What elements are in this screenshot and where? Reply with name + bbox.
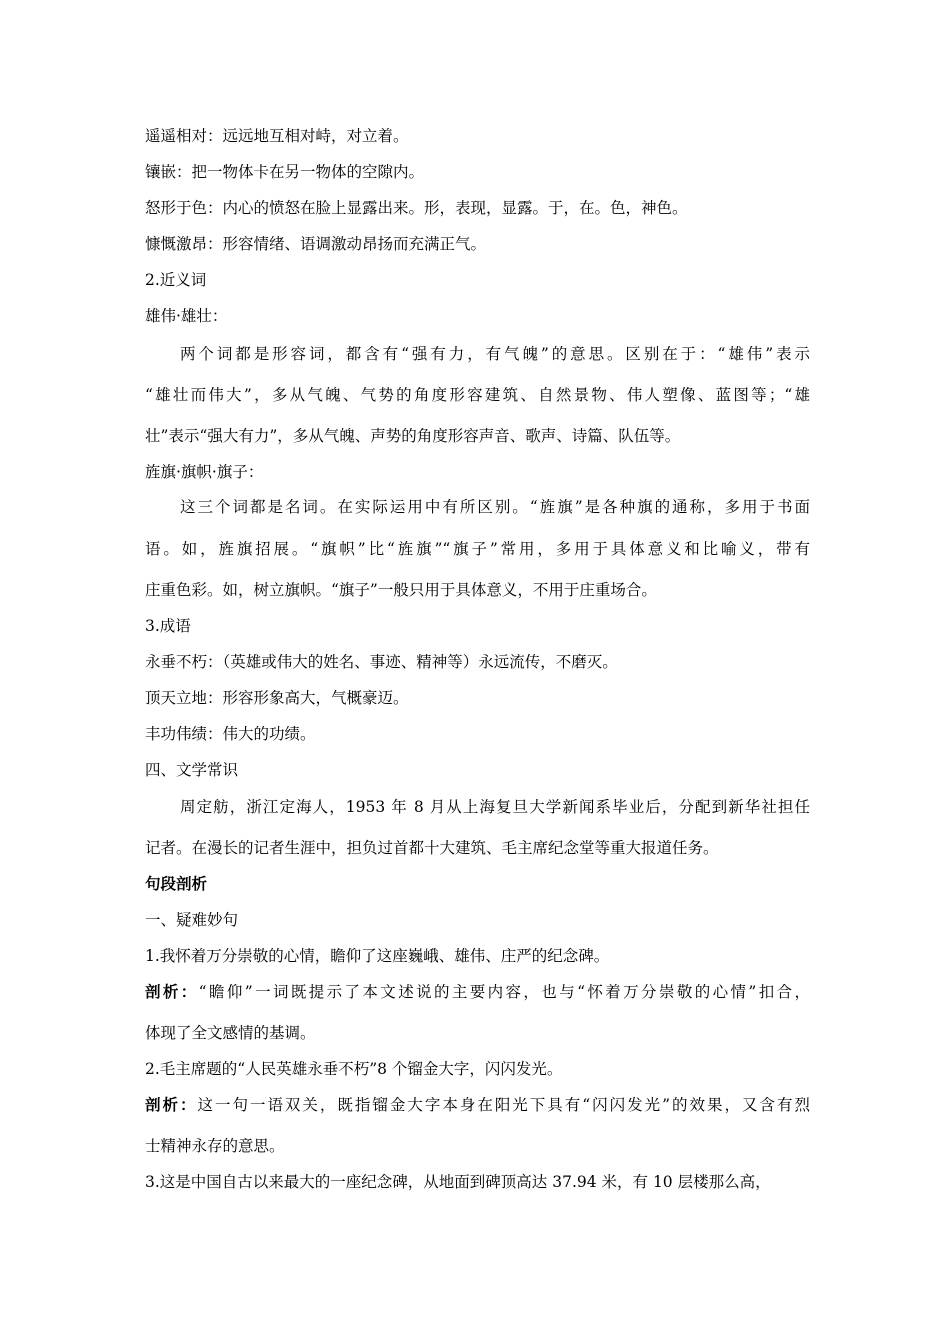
paragraph-line: 两个词都是形容词，都含有“强有力，有气魄”的意思。区别在于：“雄伟”表示 <box>180 345 810 363</box>
paragraph-line: 体现了全文感情的基调。 <box>145 1024 316 1042</box>
section-heading: 一、疑难妙句 <box>145 911 239 929</box>
term-definition: 遥遥相对：远远地互相对峙，对立着。 <box>145 127 409 145</box>
paragraph-line: 士精神永存的意思。 <box>145 1137 285 1155</box>
paragraph-line: 这三个词都是名词。在实际运用中有所区别。“旌旗”是各种旗的通称，多用于书面 <box>180 498 810 516</box>
analysis-text: 这一句一语双关，既指镏金大字本身在阳光下具有“闪闪发光”的效果，又含有烈 <box>197 1096 810 1114</box>
section-heading: 3.成语 <box>145 617 191 635</box>
section-title-bold: 句段剖析 <box>145 874 208 893</box>
idiom-definition: 顶天立地：形容形象高大，气概豪迈。 <box>145 689 409 707</box>
section-heading: 四、文学常识 <box>145 761 239 779</box>
paragraph-line: 语。如，旌旗招展。“旗帜”比“旌旗”“旗子”常用，多用于具体意义和比喻义，带有 <box>145 540 810 558</box>
term-definition: 慷慨激昂：形容情绪、语调激动昂扬而充满正气。 <box>145 235 487 253</box>
analysis-line <box>145 1095 810 1115</box>
paragraph-line: 周定舫，浙江定海人，1953 年 8 月从上海复旦大学新闻系毕业后，分配到新华社担任 <box>180 798 810 816</box>
analysis-line <box>145 982 810 1002</box>
idiom-definition: 丰功伟绩：伟大的功绩。 <box>145 725 316 743</box>
example-sentence: 3.这是中国自古以来最大的一座纪念碑，从地面到碑顶高达 37.94 米，有 10 层楼那么高， <box>145 1173 771 1191</box>
analysis-label: 剖析： <box>145 982 199 1001</box>
analysis-text: “瞻仰”一词既提示了本文述说的主要内容，也与“怀着万分崇敬的心情”扣合， <box>198 983 810 1001</box>
analysis-label: 剖析： <box>145 1095 198 1114</box>
example-sentence: 2.毛主席题的“人民英雄永垂不朽”8 个镏金大字，闪闪发光。 <box>145 1060 563 1078</box>
term-definition: 镶嵌：把一物体卡在另一物体的空隙内。 <box>145 163 425 181</box>
paragraph-line: 庄重色彩。如，树立旗帜。“旗子”一般只用于具体意义，不用于庄重场合。 <box>145 581 657 599</box>
synonym-group-title: 旌旗·旗帜·旗子： <box>145 463 264 481</box>
idiom-definition: 永垂不朽：（英雄或伟大的姓名、事迹、精神等）永远流传，不磨灭。 <box>145 653 618 671</box>
section-heading: 2.近义词 <box>145 271 207 289</box>
example-sentence: 1.我怀着万分崇敬的心情，瞻仰了这座巍峨、雄伟、庄严的纪念碑。 <box>145 947 610 965</box>
synonym-group-title: 雄伟·雄壮： <box>145 307 228 325</box>
term-definition: 怒形于色：内心的愤怒在脸上显露出来。形，表现，显露。于，在。色，神色。 <box>145 199 688 217</box>
paragraph-line: 记者。在漫长的记者生涯中，担负过首都十大建筑、毛主席纪念堂等重大报道任务。 <box>145 839 719 857</box>
paragraph-line: 壮”表示“强大有力”，多从气魄、声势的角度形容声音、歌声、诗篇、队伍等。 <box>145 427 681 445</box>
paragraph-line: “雄壮而伟大”，多从气魄、气势的角度形容建筑、自然景物、伟人塑像、蓝图等；“雄 <box>145 386 810 404</box>
